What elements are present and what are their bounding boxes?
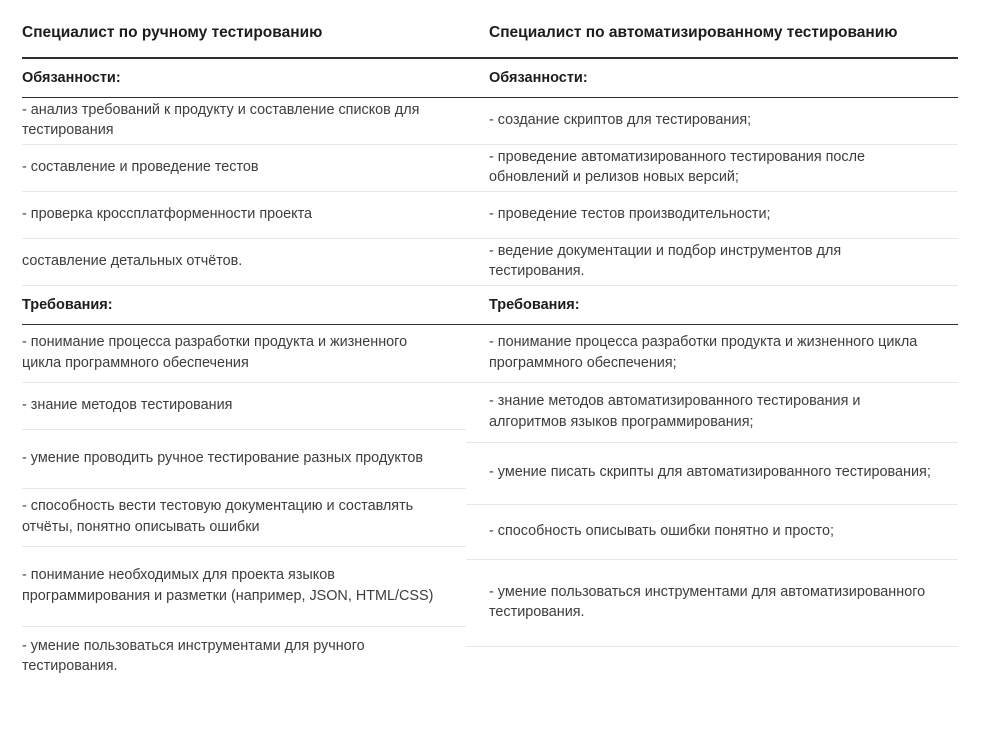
list-item (466, 505, 958, 560)
section-heading-duties-right: Обязанности: (466, 58, 958, 97)
list-item-text: - анализ требований к продукту и составление списков для тестирования (22, 101, 420, 139)
table-body (22, 58, 958, 687)
list-item-text: - способность вести тестовую документацию и составлять отчёты, понятно описывать ошибки (22, 498, 414, 535)
requirements-right-column (466, 324, 958, 687)
list-item (22, 383, 466, 430)
list-item-text: - проверка кроссплатформенности проекта (22, 206, 313, 223)
list-item-text: - ведение документации и подбор инструментов для тестирования. (489, 242, 842, 280)
list-item (22, 547, 466, 627)
list-item (22, 98, 466, 145)
section-body-row-requirements (22, 324, 958, 687)
list-item-text: - умение писать скрипты для автоматизированного тестирования; (489, 464, 931, 481)
list-item-text: - способность описывать ошибки понятно и просто; (489, 522, 834, 539)
list-item-text: - понимание процесса разработки продукта и жизненного цикла программного обеспечения (22, 334, 408, 371)
section-body-row-duties (22, 97, 958, 286)
list-item-text: - понимание необходимых для проекта языков программирования и разметки (например, JSON, HTML/CSS) (22, 567, 434, 604)
section-heading-requirements-left: Требования: (22, 286, 466, 324)
requirements-left-list (22, 325, 466, 687)
list-item (466, 145, 958, 192)
list-item-text: - умение проводить ручное тестирование разных продуктов (22, 449, 423, 466)
list-item (466, 325, 958, 383)
list-item (22, 489, 466, 547)
list-item (466, 192, 958, 239)
list-item (466, 239, 958, 286)
section-heading-requirements-right: Требования: (466, 286, 958, 324)
table-head (22, 0, 958, 58)
column-header-manual-testing: Специалист по ручному тестированию (22, 0, 466, 58)
list-item (22, 239, 466, 286)
list-item (22, 145, 466, 192)
list-item-text: - проведение тестов производительности; (489, 206, 771, 223)
comparison-table-wrapper (22, 0, 958, 687)
section-heading-row-duties (22, 58, 958, 97)
requirements-left-column (22, 324, 466, 687)
list-item (466, 443, 958, 505)
list-item-text: - умение пользоваться инструментами для ручного тестирования. (22, 637, 365, 675)
duties-left-column (22, 97, 466, 286)
list-item (22, 627, 466, 687)
duties-right-list (466, 98, 958, 286)
duties-left-list (22, 98, 466, 286)
section-heading-row-requirements (22, 286, 958, 324)
list-item (22, 325, 466, 383)
comparison-table (22, 0, 958, 687)
list-item-text: - составление и проведение тестов (22, 159, 259, 176)
requirements-right-list (466, 325, 958, 647)
list-item (22, 430, 466, 489)
list-item (22, 192, 466, 239)
list-item-text: - создание скриптов для тестирования; (489, 112, 752, 129)
list-item (466, 98, 958, 145)
column-header-automated-testing: Специалист по автоматизированному тестированию (466, 0, 958, 58)
list-item-text: - знание методов тестирования (22, 396, 233, 413)
list-item-text: - знание методов автоматизированного тестирования и алгоритмов языков программирования; (489, 393, 861, 430)
table-header-row (22, 0, 958, 58)
section-heading-duties-left: Обязанности: (22, 58, 466, 97)
list-item-text: - проведение автоматизированного тестирования после обновлений и релизов новых версий; (489, 148, 866, 186)
duties-right-column (466, 97, 958, 286)
list-item-text: составление детальных отчётов. (22, 253, 243, 270)
list-item (466, 383, 958, 443)
list-item (466, 560, 958, 647)
list-item-text: - умение пользоваться инструментами для автоматизированного тестирования. (489, 583, 926, 621)
list-item-text: - понимание процесса разработки продукта и жизненного цикла программного обеспечения; (489, 334, 918, 371)
